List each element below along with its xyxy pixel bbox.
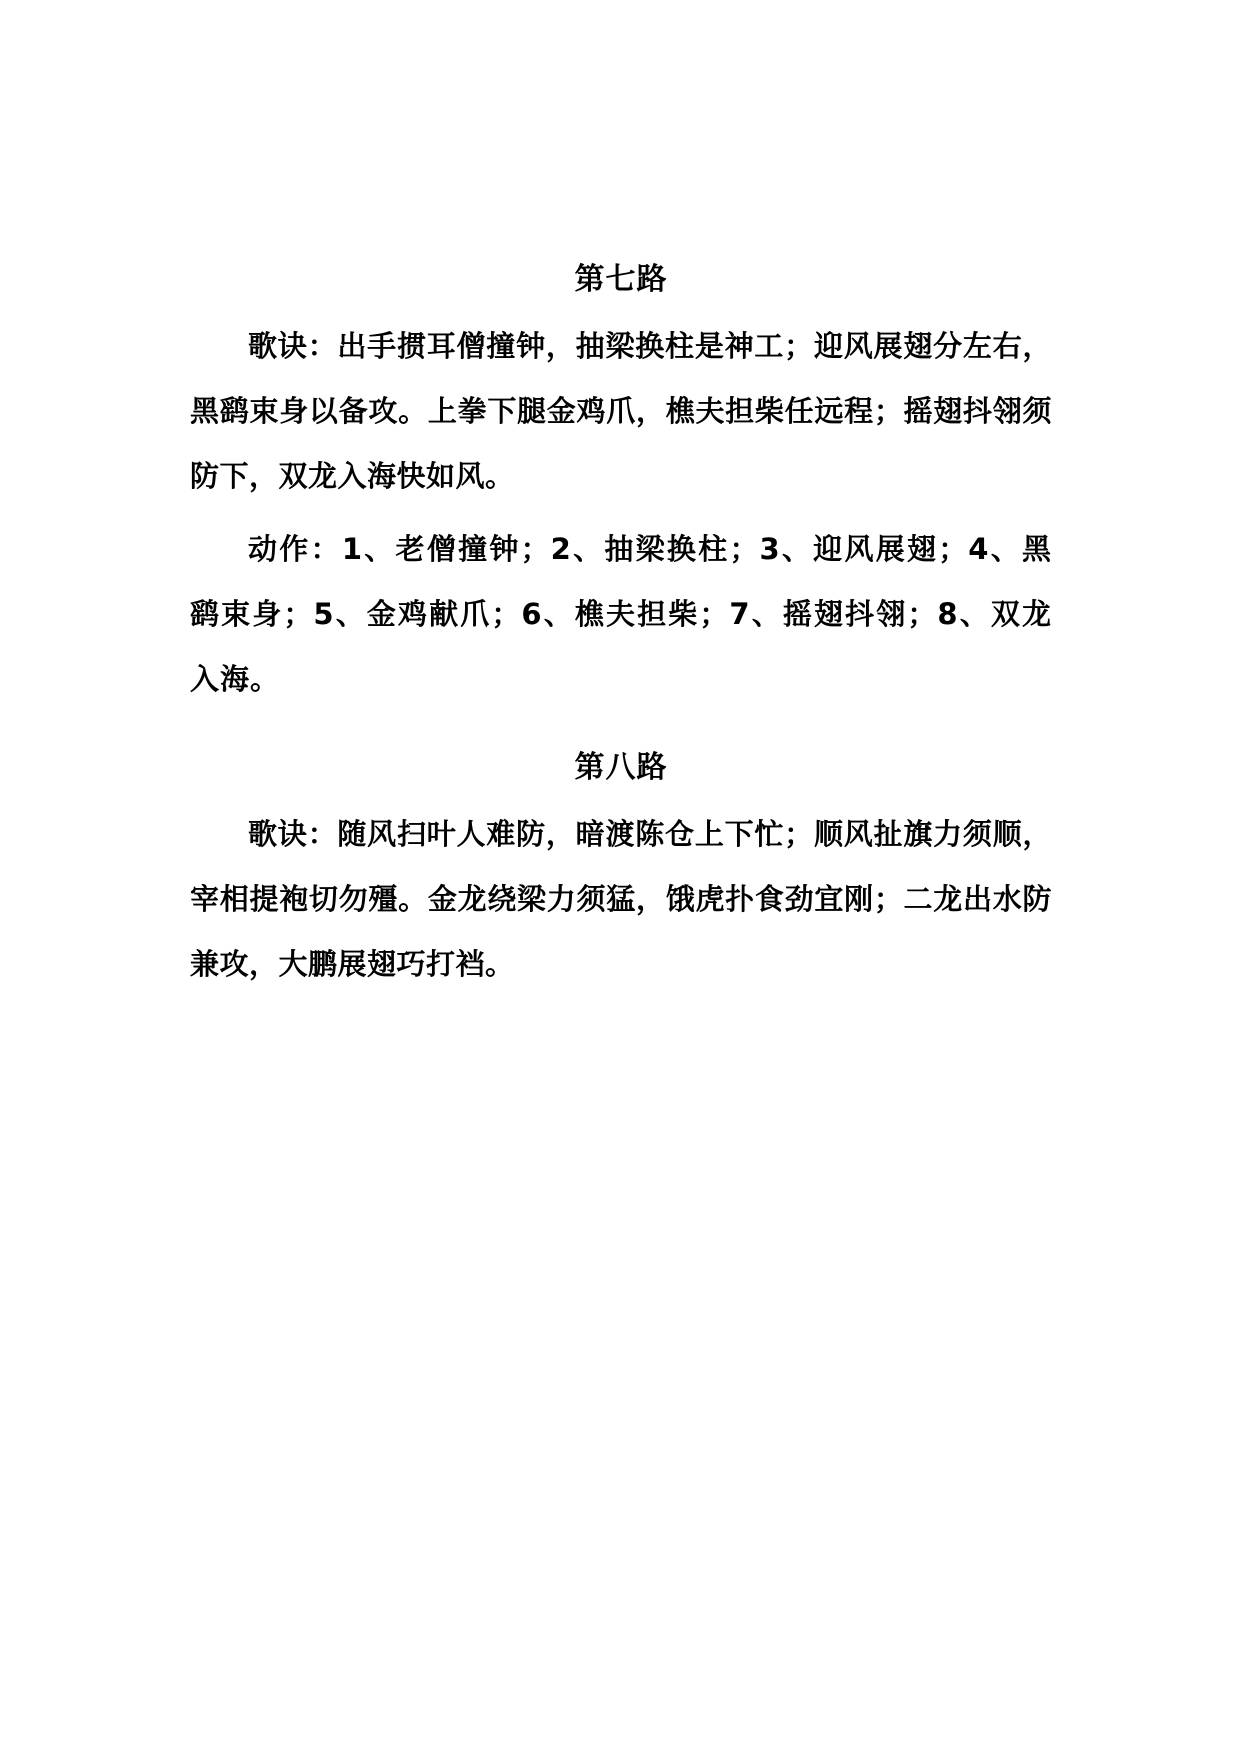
moves-paragraph: 动作：1、老僧撞钟；2、抽梁换柱；3、迎风展翅；4、黑鹞束身；5、金鸡献爪；6、樵夫担柴；7、摇翅抖翎；8、双龙入海。 bbox=[190, 532, 1052, 696]
verse-paragraph: 歌诀：出手掼耳僧撞钟，抽梁换柱是神工；迎风展翅分左右，黑鹞束身以备攻。上拳下腿金鸡爪，樵夫担柴任远程；摇翅抖翎须防下，双龙入海快如风。 bbox=[190, 329, 1052, 493]
section-eighth-road bbox=[190, 746, 1052, 997]
verse-paragraph: 歌诀：随风扫叶人难防，暗渡陈仓上下忙；顺风扯旗力须顺，宰相提袍切勿殭。金龙绕梁力须猛，饿虎扑食劲宜刚；二龙出水防兼攻，大鹏展翅巧打裆。 bbox=[190, 817, 1052, 981]
section-title: 第七路 bbox=[574, 262, 668, 297]
section-seventh-road bbox=[190, 258, 1052, 712]
section-title: 第八路 bbox=[574, 750, 668, 785]
